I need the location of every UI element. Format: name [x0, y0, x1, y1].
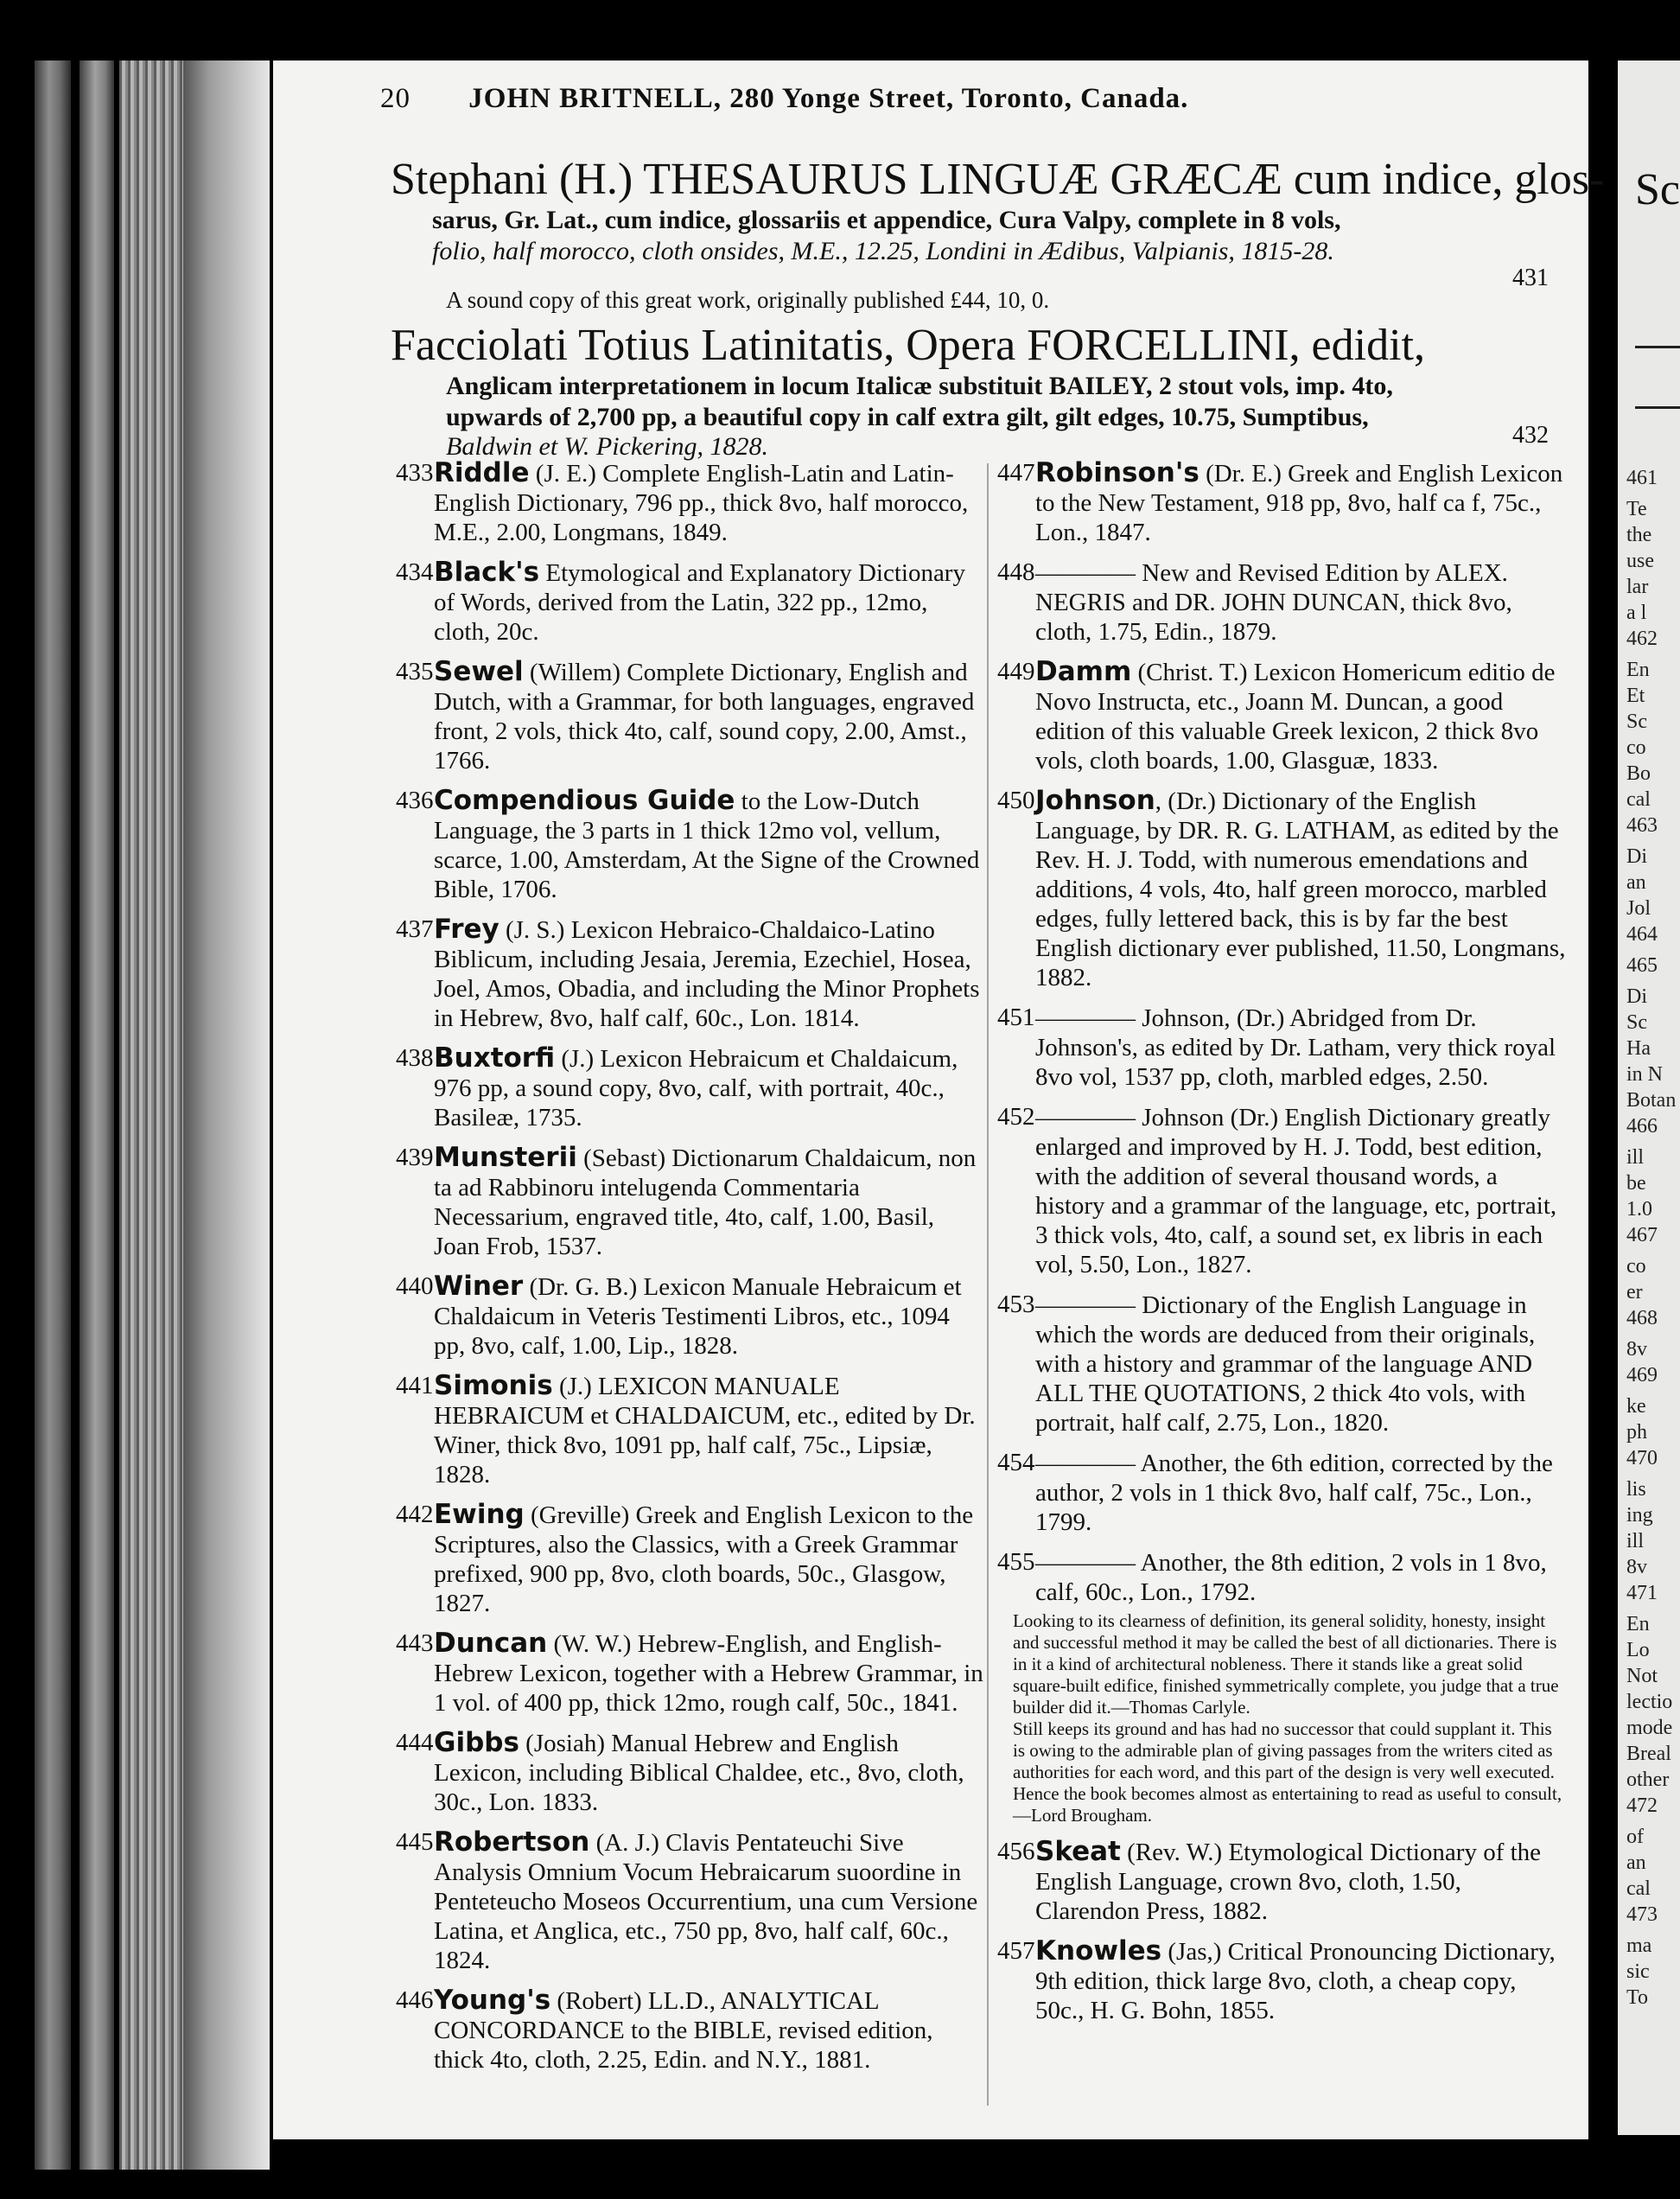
list-item [396, 1043, 983, 1132]
adjacent-page-item: 467 [1626, 1224, 1658, 1246]
entry-text: (Greville) Greek and English Lexicon to the Scriptures, also the Classics, with a Greek Grammar prefixed, 900 pp, 8vo, cloth boards, 50c., Glasgow, 1827. [434, 1501, 974, 1617]
adjacent-page-item: 461 [1626, 467, 1658, 489]
adjacent-page-item: Sc [1626, 1011, 1647, 1034]
entry-number: 450 [997, 787, 1035, 814]
entry-text: (J. S.) Lexicon Hebraico-Chaldaico-Latino Biblicum, including Jesaia, Jeremia, Ezechiel, Hosea, Joel, Amos, Obadia, and including the Minor Prophets in Hebrew, 8vo, half calf, 60c., Lon. 1814. [434, 916, 980, 1032]
brougham-quote: Still keeps its ground and has had no successor that could supplant it. This is owing to the admirable plan of giving passages from the writers cited as authorities for each word, and this part of the design is very well executed. Hence the book becomes almost as entertaining to read as useful to consult,—Lord Brougham. [1013, 1718, 1562, 1826]
list-item [396, 1143, 983, 1261]
adjacent-page-item: Not [1626, 1665, 1658, 1687]
header-text: JOHN BRITNELL, 280 Yonge Street, Toronto, Canada. [468, 83, 1189, 114]
entry-text: (Willem) Complete Dictionary, English and Dutch, with a Grammar, for both languages, engraved front, 2 vols, thick 4to, calf, sound copy, 2.00, Amst., 1766. [434, 659, 975, 774]
entry-text: ———— Dictionary of the English Language in which the words are deduced from their originals, with a history and grammar of the language AND ALL THE QUOTATIONS, 2 thick 4to vols, with portrait, half calf, 2.75, Lon., 1820. [1035, 1291, 1536, 1437]
entry-text: (W. W.) Hebrew-English, and English-Hebrew Lexicon, together with a Hebrew Grammar, in 1 vol. of 400 pp, thick 12mo, rough calf, 50c., 1841. [434, 1630, 983, 1717]
entry-number: 441 [396, 1372, 434, 1399]
adjacent-page-item: ma [1626, 1934, 1652, 1957]
entry-number: 457 [997, 1937, 1035, 1965]
entry-text: (Dr. G. B.) Lexicon Manuale Hebraicum et Chaldaicum in Veteris Testimenti Libros, etc., 1094 pp, 8vo, calf, 1.00, Lip., 1828. [434, 1273, 962, 1360]
entry-headword: Skeat [1035, 1836, 1121, 1867]
entry-432-line2: Anglicam interpretationem in locum Italicæ substituit BAILEY, 2 stout vols, imp. 4to, [446, 372, 1393, 400]
adjacent-page-item: En [1626, 1613, 1650, 1635]
adjacent-page-item: an [1626, 871, 1646, 894]
list-item [396, 558, 983, 647]
adjacent-page-item: 462 [1626, 628, 1658, 650]
adjacent-page-item: in N [1626, 1063, 1663, 1086]
entry-headword: Robinson's [1035, 457, 1200, 488]
list-item [997, 1837, 1568, 1926]
adjacent-page-item: lectio [1626, 1691, 1673, 1713]
entry-number: 444 [396, 1729, 434, 1756]
adjacent-page-item: 470 [1626, 1447, 1658, 1469]
list-item [997, 1102, 1568, 1279]
adjacent-page-item: mode [1626, 1717, 1673, 1739]
adjacent-page-item: a l [1626, 602, 1647, 624]
adjacent-page-item: an [1626, 1852, 1646, 1874]
entry-text: Etymological and Explanatory Dictionary of Words, derived from the Latin, 322 pp., 12mo, cloth, 20c. [434, 559, 965, 646]
adjacent-page-item: Bo [1626, 762, 1651, 785]
entry-number: 434 [396, 558, 434, 586]
entry-431-title: Stephani (H.) THESAURUS LINGUÆ GRÆCÆ cum indice, glos- [391, 155, 1605, 204]
entry-headword: Young's [434, 1985, 551, 2016]
entry-headword: Winer [434, 1271, 524, 1302]
list-item [997, 1003, 1568, 1092]
entry-number: 446 [396, 1986, 434, 2014]
entry-text: (J. E.) Complete English-Latin and Latin-English Dictionary, 796 pp., thick 8vo, half morocco, M.E., 2.00, Longmans, 1849. [434, 460, 969, 546]
list-item [396, 1371, 983, 1489]
entry-headword: Munsterii [434, 1142, 577, 1173]
entry-text: (Dr. E.) Greek and English Lexicon to the New Testament, 918 pp, 8vo, half ca f, 75c., Lon., 1847. [1035, 460, 1563, 546]
adjacent-page-item: Botan [1626, 1089, 1677, 1112]
adjacent-page-item: ke [1626, 1395, 1646, 1418]
adjacent-page-item: co [1626, 1255, 1646, 1278]
adjacent-page-item: Di [1626, 845, 1647, 868]
entry-432-line4: Baldwin et W. Pickering, 1828. [446, 432, 769, 461]
entry-number: 454 [997, 1449, 1035, 1476]
list-item [997, 558, 1568, 647]
entry-text: ———— Johnson (Dr.) English Dictionary greatly enlarged and improved by H. J. Todd, best edition, with the addition of several thousand words, a history and a grammar of the language, etc, portrait, 3 thick vols, 4to, calf, a sound set, ex libris in each vol, 5.50, Lon., 1827. [1035, 1104, 1557, 1278]
adjacent-page-item: of [1626, 1826, 1644, 1848]
entry-number: 443 [396, 1629, 434, 1657]
adjacent-page-item: Di [1626, 985, 1647, 1008]
entry-text: (Sebast) Dictionarum Chaldaicum, non ta ad Rabbinoru intelugenda Commentaria Necessarium, engraved title, 4to, calf, 1.00, Basil, Joan Frob, 1537. [434, 1144, 977, 1260]
entry-text: , (Dr.) Dictionary of the English Language, by DR. R. G. LATHAM, as edited by the Rev. H. J. Todd, with numerous emendations and additions, 4 vols, 4to, half green morocco, marbled edges, fully lettered back, this is by far the best English dictionary ever published, 11.50, Longmans, 1882. [1035, 787, 1566, 991]
adjacent-page-item: 473 [1626, 1903, 1658, 1926]
adjacent-page-item: lis [1626, 1478, 1646, 1501]
adjacent-page-item: er [1626, 1281, 1643, 1303]
entry-number: 447 [997, 459, 1035, 487]
entry-432-line3: upwards of 2,700 pp, a beautiful copy in calf extra gilt, gilt edges, 10.75, Sumptibus, [446, 403, 1369, 431]
carlyle-quote: Looking to its clearness of definition, its general solidity, honesty, insight and successful method it may be called the best of all dictionaries. There is in it a kind of architectural nobleness. There it stands like a great solid square-built edifice, finished symmetrically complete, you judge that a true builder did it.—Thomas Carlyle. [1013, 1610, 1559, 1718]
adjacent-page-title: Sc [1635, 165, 1680, 214]
adjacent-page-item: Te [1626, 498, 1647, 520]
adjacent-page-item: Ha [1626, 1037, 1651, 1060]
adjacent-page-item: 466 [1626, 1115, 1658, 1138]
entry-headword: Compendious Guide [434, 785, 735, 816]
adjacent-page-item: Breal [1626, 1743, 1671, 1765]
adjacent-page-item: be [1626, 1172, 1646, 1195]
adjacent-page-item: 463 [1626, 814, 1658, 837]
book-edge-left-2 [80, 61, 114, 2170]
entry-number: 452 [997, 1103, 1035, 1131]
page-gutter [183, 61, 270, 2170]
entry-headword: Duncan [434, 1628, 548, 1659]
entry-text: (J.) Lexicon Hebraicum et Chaldaicum, 976 pp, a sound copy, 8vo, calf, with portrait, 40c., Basileæ, 1735. [434, 1045, 958, 1131]
entry-text: ———— New and Revised Edition by ALEX. NEGRIS and DR. JOHN DUNCAN, thick 8vo, cloth, 1.75, Edin., 1879. [1035, 559, 1512, 646]
entry-headword: Knowles [1035, 1935, 1162, 1966]
adjacent-page-item: use [1626, 550, 1654, 572]
list-item [396, 1985, 983, 2075]
adjacent-page-item: co [1626, 736, 1646, 759]
entry-431-line3: folio, half morocco, cloth onsides, M.E., 12.25, Londini in Ædibus, Valpianis, 1815-28. [432, 237, 1334, 265]
entry-headword: Sewel [434, 656, 524, 687]
adjacent-page-item: To [1626, 1986, 1648, 2009]
entry-text: (Christ. T.) Lexicon Homericum editio de Novo Instructa, etc., Joann M. Duncan, a good edition of this valuable Greek lexicon, 2 thick 8vo vols, cloth boards, 1.00, Glasguæ, 1833. [1035, 659, 1556, 774]
adjacent-page-item: Jol [1626, 897, 1651, 920]
entry-number: 435 [396, 658, 434, 685]
right-column [997, 458, 1568, 2036]
list-item [997, 458, 1568, 547]
entry-432-title: Facciolati Totius Latinitatis, Opera FORCELLINI, edidit, [391, 321, 1425, 370]
adjacent-page-item: other [1626, 1769, 1670, 1791]
entry-number: 448 [997, 558, 1035, 586]
entry-number: 439 [396, 1144, 434, 1171]
adjacent-page-item: 469 [1626, 1364, 1658, 1386]
entry-431-line2: sarus, Gr. Lat., cum indice, glossariis et appendice, Cura Valpy, complete in 8 vols, [432, 206, 1341, 234]
catalog-page [273, 61, 1605, 2139]
entry-headword: Damm [1035, 656, 1132, 687]
entry-headword: Riddle [434, 457, 530, 488]
adjacent-page-item: 8v [1626, 1556, 1647, 1578]
list-item [997, 1290, 1568, 1437]
entry-text: ———— Another, the 8th edition, 2 vols in 1 8vo, calf, 60c., Lon., 1792. [1035, 1549, 1547, 1606]
entry-text: ———— Another, the 6th edition, corrected by the author, 2 vols in 1 thick 8vo, half calf, 75c., Lon., 1799. [1035, 1450, 1553, 1536]
adjacent-page-item: the [1626, 524, 1652, 546]
adjacent-page-item: ill [1626, 1146, 1645, 1169]
entry-number: 445 [396, 1828, 434, 1856]
entry-headword: Gibbs [434, 1727, 519, 1758]
list-item [997, 1547, 1568, 1607]
entry-text: (Jas,) Critical Pronouncing Dictionary, 9th edition, thick large 8vo, cloth, a cheap copy, 50c., H. G. Bohn, 1855. [1035, 1938, 1556, 2024]
adjacent-page-item: lar [1626, 576, 1649, 598]
adjacent-page-item: ill [1626, 1530, 1645, 1552]
entry-headword: Simonis [434, 1370, 553, 1401]
entry-text: (Rev. W.) Etymological Dictionary of the English Language, crown 8vo, cloth, 1.50, Clarendon Press, 1882. [1035, 1839, 1542, 1925]
list-item [396, 915, 983, 1033]
entry-number: 453 [997, 1291, 1035, 1318]
adjacent-page-item: 472 [1626, 1794, 1658, 1817]
adjacent-page-item: Sc [1626, 711, 1647, 733]
entry-432-number: 432 [1512, 422, 1549, 449]
entry-number: 442 [396, 1501, 434, 1528]
adjacent-page-item: 465 [1626, 954, 1658, 977]
adjacent-page-item: sic [1626, 1960, 1650, 1983]
adjacent-page-item: 8v [1626, 1338, 1647, 1361]
entry-text: (Robert) LL.D., ANALYTICAL CONCORDANCE to the BIBLE, revised edition, thick 4to, cloth, 2.25, Edin. and N.Y., 1881. [434, 1987, 933, 2074]
entry-431-number: 431 [1512, 265, 1549, 291]
entry-headword: Ewing [434, 1499, 525, 1530]
entry-number: 438 [396, 1044, 434, 1072]
entry-text: (A. J.) Clavis Pentateuchi Sive Analysis Omnium Vocum Hebraicarum suoordine in Penteteucho Moseos Occurrentium, una cum Versione Latina, et Anglica, etc., 750 pp, 8vo, half calf, 60c., 1824. [434, 1829, 978, 1974]
list-item [396, 657, 983, 775]
rule-line [1635, 346, 1680, 348]
entry-number: 455 [997, 1548, 1035, 1576]
adjacent-page-item: ing [1626, 1504, 1653, 1527]
entry-text: ———— Johnson, (Dr.) Abridged from Dr. Johnson's, as edited by Dr. Latham, very thick royal 8vo vol, 1537 pp, cloth, marbled edges, 2.50. [1035, 1004, 1556, 1091]
list-item [997, 1936, 1568, 2025]
list-item [396, 786, 983, 904]
adjacent-page-item: ph [1626, 1421, 1647, 1444]
entry-headword: Buxtorfi [434, 1042, 556, 1074]
column-divider [987, 463, 989, 2106]
book-edge-left [35, 61, 71, 2170]
entry-number: 456 [997, 1838, 1035, 1865]
entry-number: 440 [396, 1272, 434, 1300]
entry-text: (Josiah) Manual Hebrew and English Lexicon, including Biblical Chaldee, etc., 8vo, cloth, 30c., Lon. 1833. [434, 1730, 964, 1816]
entry-headword: Johnson [1035, 785, 1155, 816]
entry-headword: Robertson [434, 1826, 590, 1858]
adjacent-page-fragment [1618, 61, 1680, 2135]
rule-line [1635, 406, 1680, 409]
adjacent-page-item: Et [1626, 685, 1645, 707]
list-item [997, 657, 1568, 775]
entry-text: to the Low-Dutch Language, the 3 parts in 1 thick 12mo vol, vellum, scarce, 1.00, Amsterdam, At the Signe of the Crowned Bible, 1706. [434, 787, 980, 903]
adjacent-page-item: 468 [1626, 1307, 1658, 1329]
list-item [396, 1728, 983, 1817]
page-stack-edges [119, 61, 183, 2170]
adjacent-page-item: Lo [1626, 1639, 1650, 1661]
adjacent-page-item: 1.0 [1626, 1198, 1652, 1221]
page-header [380, 83, 1188, 115]
entry-number: 433 [396, 459, 434, 487]
entry-text: (J.) LEXICON MANUALE HEBRAICUM et CHALDAICUM, etc., edited by Dr. Winer, thick 8vo, 1091 pp, half calf, 75c., Lipsiæ, 1828. [434, 1373, 976, 1488]
left-column [396, 458, 983, 2085]
list-item [396, 1500, 983, 1618]
list-item [396, 1272, 983, 1361]
entry-headword: Frey [434, 914, 500, 945]
entry-number: 436 [396, 787, 434, 814]
entry-number: 437 [396, 915, 434, 943]
entry-431-note: A sound copy of this great work, originally published £44, 10, 0. [446, 287, 1050, 313]
entry-number: 451 [997, 1004, 1035, 1031]
entry-number: 449 [997, 658, 1035, 685]
adjacent-page-item: cal [1626, 1877, 1651, 1900]
adjacent-page-item: 471 [1626, 1582, 1658, 1604]
list-item [997, 1448, 1568, 1537]
page-number: 20 [380, 83, 410, 114]
list-item [396, 1827, 983, 1975]
adjacent-page-item: cal [1626, 788, 1651, 811]
list-item [396, 458, 983, 547]
adjacent-page-item: 464 [1626, 923, 1658, 946]
list-item [997, 786, 1568, 992]
entry-headword: Black's [434, 557, 540, 588]
list-item [396, 1629, 983, 1718]
adjacent-page-item: En [1626, 659, 1650, 681]
